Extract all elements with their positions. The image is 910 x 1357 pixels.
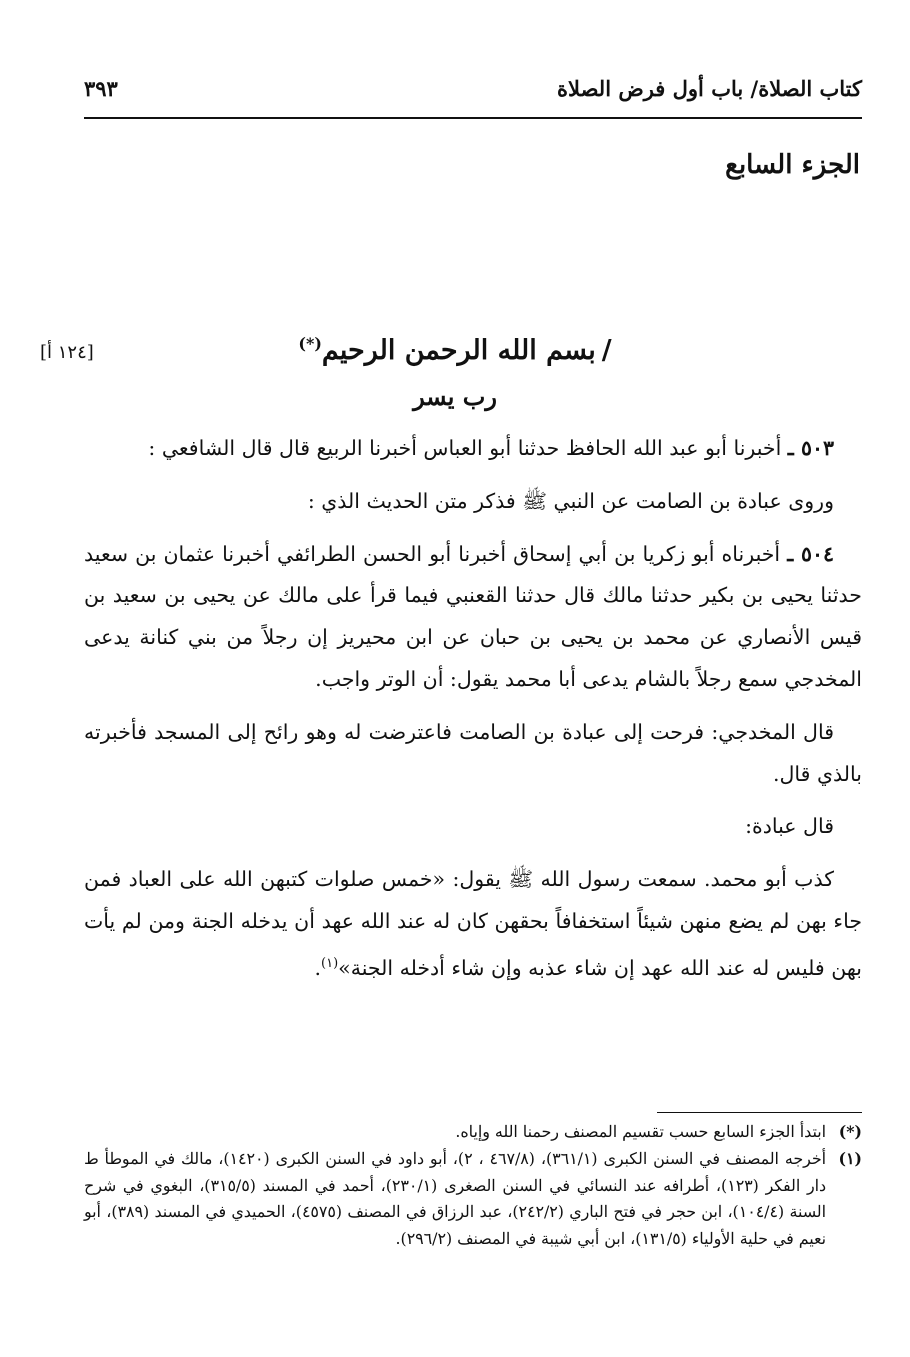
hadith-number: ٥٠٤ ـ <box>787 541 834 566</box>
footnote-item <box>84 1146 862 1253</box>
header-divider <box>84 117 862 119</box>
makhdaji-paragraph <box>84 712 862 796</box>
paragraph-text: أخبرناه أبو زكريا بن أبي إسحاق أخبرنا أبو الحسن الطرائفي أخبرنا عثمان بن سعيد حدثنا يحيى بن بكير حدثنا مالك قال حدثنا القعنبي فيما قرأ على مالك عن يحيى بن سعيد بن قيس الأنصاري عن محمد بن يحيى بن حبان عن ابن محيريز إن رجلاً من بني كنانة يدعى المخدجي سمع رجلاً بالشام يدعى أبا محمد يقول: أن الوتر واجب. <box>84 541 862 691</box>
prophetic-hadith-paragraph <box>84 859 862 989</box>
paragraph-end: . <box>314 955 322 980</box>
page-number: ٣٩٣ <box>84 76 118 101</box>
running-title: كتاب الصلاة/ باب أول فرض الصلاة <box>557 76 862 101</box>
footnote-text: أخرجه المصنف في السنن الكبرى (٣٦١/١)، (٤٦٧/٨ ، ٢)، أبو داود في السنن الكبرى (١٤٢٠)، مالك في الموطأ ط دار الفكر (١٢٣)، أطرافه عند النسائي في السنن الصغرى (٢٣٠/١)، أحمد في المسند (٣١٥/٥)، البغوي في شرح السنة (١٠٤/٤)، ابن حجر في فتح الباري (٢٤٢/٢)، عبد الرزاق في المصنف (٤٥٧٥)، الحميدي في المسند (٣٨٩)، أبو نعيم في حلية الأولياء (١٣١/٥)، ابن أبي شيبة في المصنف (٢٩٦/٢). <box>84 1148 827 1249</box>
paragraph-text: قال عبادة: <box>745 814 834 839</box>
paragraph-text: أخبرنا أبو عبد الله الحافظ حدثنا أبو العباس أخبرنا الربيع قال قال الشافعي : <box>148 436 782 460</box>
basmala-text: بسم الله الرحمن الرحيم <box>321 335 596 366</box>
page-header <box>84 70 862 110</box>
paragraph-text: وروى عبادة بن الصامت عن النبي ﷺ فذكر متن الحديث الذي : <box>307 488 834 513</box>
basmala-note-mark: (*) <box>298 334 322 353</box>
folio-slash: / <box>601 335 612 366</box>
basmala-heading <box>0 334 910 366</box>
footnotes <box>84 1119 862 1253</box>
hadith-number: ٥٠٣ ـ <box>787 436 834 460</box>
footnote-divider <box>657 1112 862 1113</box>
manuscript-folio-marker: [١٢٤ أ] <box>40 342 94 363</box>
paragraph-text: قال المخدجي: فرحت إلى عبادة بن الصامت فاعترضت له وهو رائح إلى المسجد فأخبرته بالذي قال. <box>84 719 862 786</box>
footnote-reference[interactable]: (١) <box>321 955 339 971</box>
main-text <box>84 428 862 1000</box>
hadith-paragraph-503 <box>84 428 862 470</box>
part-heading: الجزء السابع <box>725 150 860 180</box>
narration-paragraph <box>84 481 862 523</box>
footnote-text: ابتدأ الجزء السابع حسب تقسيم المصنف رحمنا الله وإياه. <box>455 1122 826 1141</box>
footnote-item <box>84 1119 862 1146</box>
paragraph-text: كذب أبو محمد. سمعت رسول الله ﷺ يقول: «خمس صلوات كتبهن الله على العباد فمن جاء بهن لم يضع منهن شيئاً استخفافاً بحقهن كان له عند الله عهد أن يدخله الجنة ومن لم يأت بهن فليس له عند الله عهد إن شاء عذبه وإن شاء أدخله الجنة» <box>84 867 862 980</box>
hadith-paragraph-504 <box>84 534 862 701</box>
rabb-yassir-line: رب يسر <box>413 382 497 411</box>
footnote-mark: (*) <box>838 1122 862 1141</box>
ubada-said-line <box>84 806 862 848</box>
footnote-mark: (١) <box>838 1148 862 1168</box>
